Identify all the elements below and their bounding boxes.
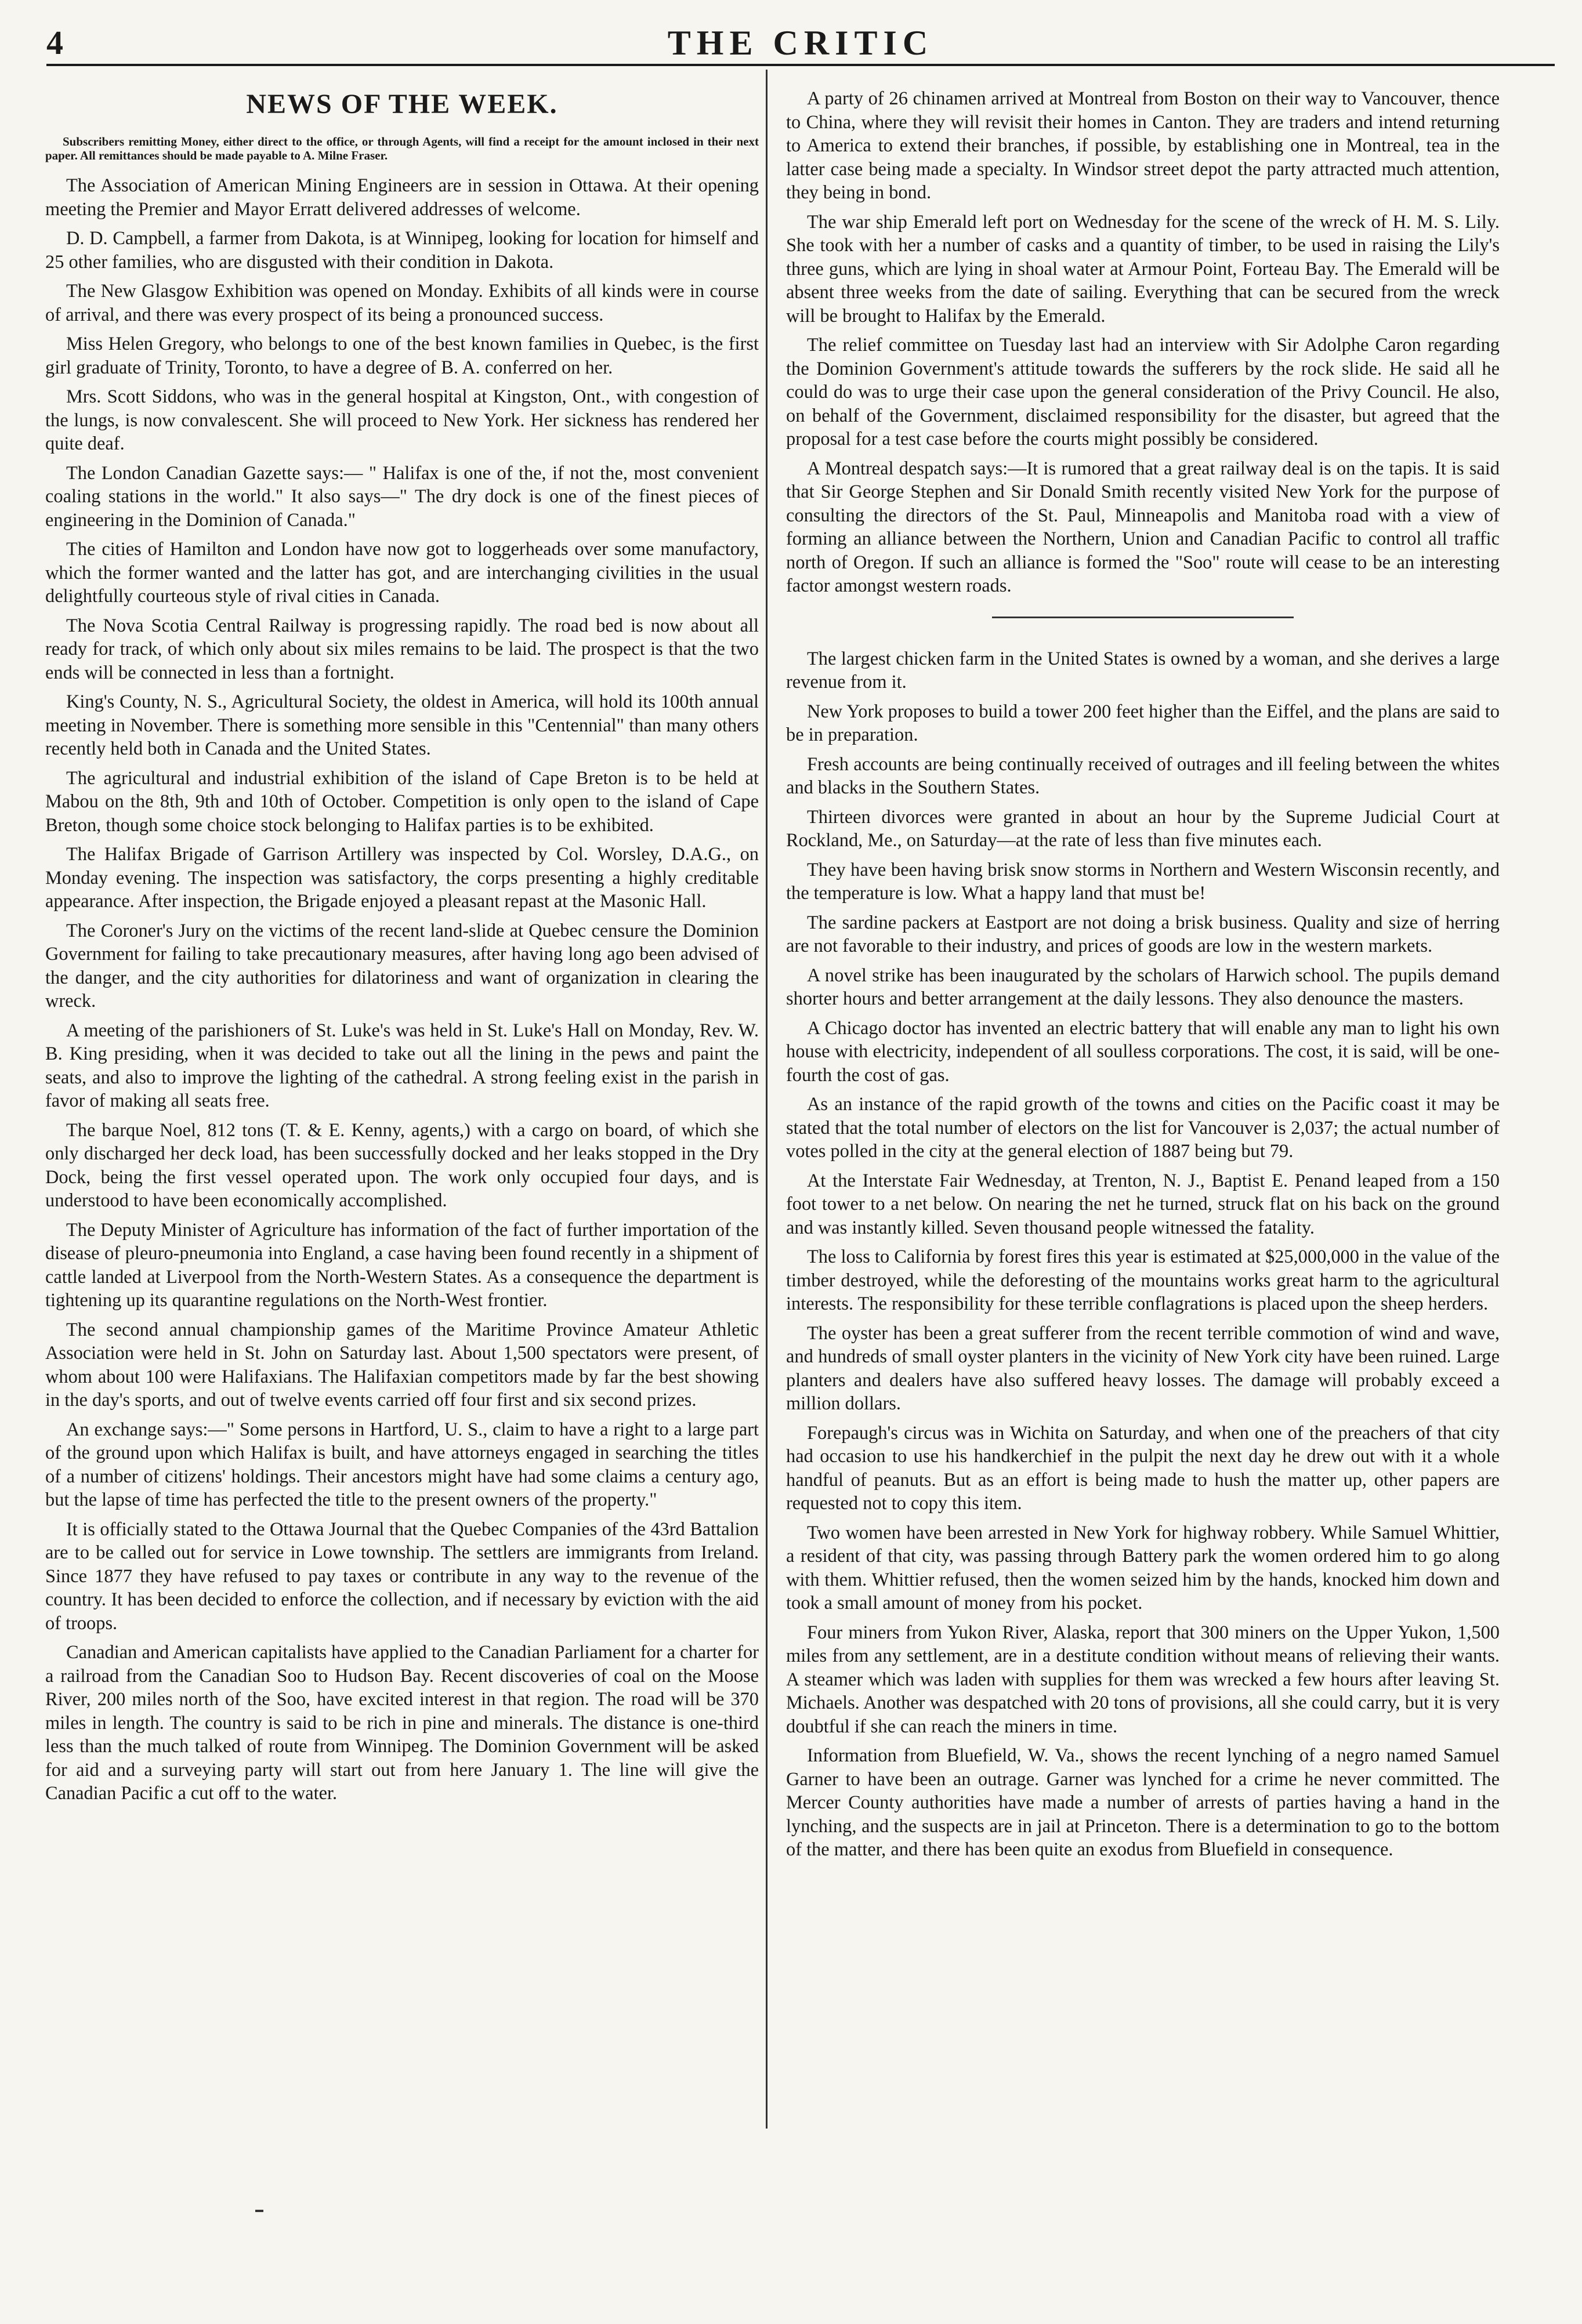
news-item: The loss to California by forest fires this year is estimated at $25,000,000 in the value of the timber destroyed, while the deforesting of the mountains works great harm to the agricultural interests. The responsibility for these terrible conflagrations is placed upon the sheep herders. xyxy=(786,1246,1500,1314)
news-item: The Coroner's Jury on the victims of the recent land-slide at Quebec censure the Dominion Government for failing to take precautionary measures, after having long ago been advised of the danger, and the city authorities for dilatoriness and want of organization in clearing the wreck. xyxy=(45,920,759,1012)
news-item: Thirteen divorces were granted in about an hour by the Supreme Judicial Court at Rockland, Me., on Saturday—at the rate of less than five minutes each. xyxy=(786,806,1500,851)
news-item: Fresh accounts are being continually received of outrages and ill feeling between the whites and blacks in the Southern States. xyxy=(786,753,1500,798)
news-item: Two women have been arrested in New York for highway robbery. While Samuel Whittier, a resident of that city, was passing through Battery park the women ordered him to go along with them. Whittier refused, then the women seized him by the hands, knocked him down and took a small amount of money from his pocket. xyxy=(786,1522,1500,1614)
news-item: A novel strike has been inaugurated by the scholars of Harwich school. The pupils demand shorter hours and better arrangement at the daily lessons. They also denounce the masters. xyxy=(786,965,1500,1009)
end-mark xyxy=(255,2210,263,2212)
right-news-list-bottom xyxy=(786,647,1500,1862)
news-item: Forepaugh's circus was in Wichita on Saturday, and when one of the preachers of that city had occasion to use his handkerchief in the pulpit the next day he drew out with it a whole handful of peanuts. But as an effort is being made to hush the matter up, other papers are requested not to copy this item. xyxy=(786,1422,1500,1514)
news-item: A party of 26 chinamen arrived at Montreal from Boston on their way to Vancouver, thence to China, where they will revisit their homes in Canton. They are traders and intend returning to America to extend their branches, if possible, by establishing one in Montreal, tea in the latter case being made a specialty. In Windsor street depot the party attracted much attention, they being in bond. xyxy=(786,88,1500,203)
news-item: They have been having brisk snow storms in Northern and Western Wisconsin recently, and the temperature is low. What a happy land that must be! xyxy=(786,859,1500,904)
news-item: King's County, N. S., Agricultural Society, the oldest in America, will hold its 100th annual meeting in November. There is something more sensible in this "Centennial" than many others recently held both in Canada and the United States. xyxy=(45,691,759,760)
subscriber-notice: Subscribers remitting Money, either direct to the office, or through Agents, will find a receipt for the amount inclosed in their next paper. All remittances should be made payable to A. Milne Fraser. xyxy=(45,135,759,163)
page-header xyxy=(46,23,1555,66)
column-divider xyxy=(766,70,768,2129)
news-item: It is officially stated to the Ottawa Journal that the Quebec Companies of the 43rd Battalion are to be called out for service in Lowe township. The settlers are immigrants from Ireland. Since 1877 they have refused to pay taxes or contribute in any way to the revenue of the country. It has been decided to enforce the collection, and if necessary by eviction with the aid of troops. xyxy=(45,1518,759,1634)
news-item: A Montreal despatch says:—It is rumored that a great railway deal is on the tapis. It is said that Sir George Stephen and Sir Donald Smith recently visited New York for the purpose of consulting the directors of the St. Paul, Minneapolis and Manitoba road with a view of forming an alliance between the Northern, Union and Canadian Pacific to control all traffic north of Oregon. If such an alliance is formed the "Soo" route will cease to be an interesting factor amongst western roads. xyxy=(786,458,1500,596)
right-column xyxy=(786,87,1500,1868)
news-item: The Association of American Mining Engineers are in session in Ottawa. At their opening meeting the Premier and Mayor Erratt delivered addresses of welcome. xyxy=(45,175,759,220)
news-item: The Nova Scotia Central Railway is progressing rapidly. The road bed is now about all ready for track, of which only about six miles remains to be laid. The prospect is that the two ends will be connected in less than a fortnight. xyxy=(45,615,759,683)
section-divider xyxy=(992,617,1294,618)
news-item: The barque Noel, 812 tons (T. & E. Kenny, agents,) with a cargo on board, of which she only discharged her deck load, has been successfully docked and her leaks stopped in the Dry Dock, being the first vessel operated upon. The work only occupied four days, and is understood to have been economically accomplished. xyxy=(45,1119,759,1212)
section-title: NEWS OF THE WEEK. xyxy=(246,89,558,119)
news-item: Canadian and American capitalists have applied to the Canadian Parliament for a charter for a railroad from the Canadian Soo to Hudson Bay. Recent discoveries of coal on the Moose River, 200 miles north of the Soo, have excited interest in that region. The road will be 370 miles in length. The country is said to be rich in pine and minerals. The distance is one-third less than the much talked of route from Winnipeg. The Dominion Government will be asked for aid and a surveying party will start out from here January 1. The line will give the Canadian Pacific a cut off to the water. xyxy=(45,1642,759,1804)
left-news-list xyxy=(45,174,759,1805)
news-item: Miss Helen Gregory, who belongs to one of the best known families in Quebec, is the first girl graduate of Trinity, Toronto, to have a degree of B. A. conferred on her. xyxy=(45,333,759,378)
news-item: The oyster has been a great sufferer from the recent terrible commotion of wind and wave, and hundreds of small oyster planters in the vicinity of New York city have been ruined. Large planters and dealers have also suffered heavy losses. The damage will probably exceed a million dollars. xyxy=(786,1322,1500,1414)
news-item: D. D. Campbell, a farmer from Dakota, is at Winnipeg, looking for location for himself and 25 other families, who are disgusted with their condition in Dakota. xyxy=(45,228,759,273)
news-item: The Halifax Brigade of Garrison Artillery was inspected by Col. Worsley, D.A.G., on Monday evening. The inspection was satisfactory, the corps presenting a highly creditable appearance. After inspection, the Brigade enjoyed a pleasant repast at the Masonic Hall. xyxy=(45,844,759,912)
news-item: A Chicago doctor has invented an electric battery that will enable any man to light his own house with electricity, independent of all soulless corporations. The cost, it is said, will be one-fourth the cost of gas. xyxy=(786,1017,1500,1086)
news-item: Four miners from Yukon River, Alaska, report that 300 miners on the Upper Yukon, 1,500 miles from any settlement, are in a destitute condition without means of relieving their wants. A steamer which was laden with supplies for them was wrecked a few hours after leaving St. Michaels. Another was despatched with 20 tons of provisions, all she could carry, but it is very doubtful if she can reach the miners in time. xyxy=(786,1622,1500,1737)
masthead: THE CRITIC xyxy=(667,24,934,62)
news-item: The New Glasgow Exhibition was opened on Monday. Exhibits of all kinds were in course of arrival, and there was every prospect of its being a pronounced success. xyxy=(45,281,759,325)
news-item: An exchange says:—" Some persons in Hartford, U. S., claim to have a right to a large part of the ground upon which Halifax is built, and have attorneys engaged in searching the titles of a number of citizens' holdings. Their ancestors might have had some claims a century ago, but the lapse of time has perfected the title to the present owners of the property." xyxy=(45,1419,759,1511)
news-item: Mrs. Scott Siddons, who was in the general hospital at Kingston, Ont., with congestion of the lungs, is now convalescent. She will proceed to New York. Her sickness has rendered her quite deaf. xyxy=(45,386,759,455)
right-news-list-top xyxy=(786,87,1500,598)
news-item: The war ship Emerald left port on Wednesday for the scene of the wreck of H. M. S. Lily. She took with her a number of casks and a quantity of timber, to be used in raising the Lily's three guns, which are lying in shoal water at Armour Point, Forteau Bay. The Emerald will be absent three weeks from the date of sailing. Everything that can be secured from the wreck will be brought to Halifax by the Emerald. xyxy=(786,211,1500,327)
news-item: The agricultural and industrial exhibition of the island of Cape Breton is to be held at Mabou on the 8th, 9th and 10th of October. Competition is only open to the island of Cape Breton, though some choice stock belonging to Halifax parties is to be exhibited. xyxy=(45,767,759,836)
left-column xyxy=(45,87,759,1811)
page-number: 4 xyxy=(46,24,63,61)
news-item: The London Canadian Gazette says:— " Halifax is one of the, if not the, most convenient coaling stations in the world." It also says—" The dry dock is one of the finest pieces of engineering in the Dominion of Canada." xyxy=(45,462,759,531)
news-item: New York proposes to build a tower 200 feet higher than the Eiffel, and the plans are said to be in preparation. xyxy=(786,701,1500,745)
news-item: A meeting of the parishioners of St. Luke's was held in St. Luke's Hall on Monday, Rev. W. B. King presiding, when it was decided to take out all the lining in the pews and paint the seats, and also to improve the lighting of the cathedral. A strong feeling exist in the parish in favor of making all seats free. xyxy=(45,1020,759,1112)
news-item: The cities of Hamilton and London have now got to loggerheads over some manufactory, which the former wanted and the latter has got, and are interchanging civilities in the usual delightfully courteous style of rival cities in Canada. xyxy=(45,539,759,607)
news-item: The relief committee on Tuesday last had an interview with Sir Adolphe Caron regarding the Dominion Government's attitude towards the sufferers by the rock slide. He said all he could do was to urge their case upon the general consideration of the Privy Council. He also, on behalf of the Government, disclaimed responsibility for the disaster, but agreed that the proposal for a test case before the courts might possibly be considered. xyxy=(786,335,1500,449)
news-item: The largest chicken farm in the United States is owned by a woman, and she derives a large revenue from it. xyxy=(786,648,1500,693)
news-item: The Deputy Minister of Agriculture has information of the fact of further importation of the disease of pleuro-pneumonia into England, a case having been found recently in a shipment of cattle landed at Liverpool from the North-Western States. As a consequence the department is tightening up its quarantine regulations on the North-West frontier. xyxy=(45,1219,759,1311)
news-item: As an instance of the rapid growth of the towns and cities on the Pacific coast it may be stated that the total number of electors on the list for Vancouver is 2,037; the actual number of votes polled in the city at the general election of 1887 being but 79. xyxy=(786,1094,1500,1162)
news-item: The second annual championship games of the Maritime Province Amateur Athletic Association were held in St. John on Saturday last. About 1,500 spectators were present, of whom about 100 were Halifaxians. The Halifaxian competitors made by far the best showing in the day's sports, and out of twelve events carried off four first and six second prizes. xyxy=(45,1319,759,1411)
news-item: The sardine packers at Eastport are not doing a brisk business. Quality and size of herring are not favorable to their industry, and prices of goods are low in the western markets. xyxy=(786,912,1500,956)
news-item: At the Interstate Fair Wednesday, at Trenton, N. J., Baptist E. Penand leaped from a 150 foot tower to a net below. On nearing the net he turned, struck flat on his back on the ground and was instantly killed. Seven thousand people witnessed the fatality. xyxy=(786,1170,1500,1238)
news-item: Information from Bluefield, W. Va., shows the recent lynching of a negro named Samuel Garner to have been an outrage. Garner was lynched for a crime he never committed. The Mercer County authorities have made a number of arrests of parties having a hand in the lynching, and the suspects are in jail at Princeton. There is a determination to go to the bottom of the matter, and there has been quite an exodus from Bluefield in consequence. xyxy=(786,1745,1500,1860)
